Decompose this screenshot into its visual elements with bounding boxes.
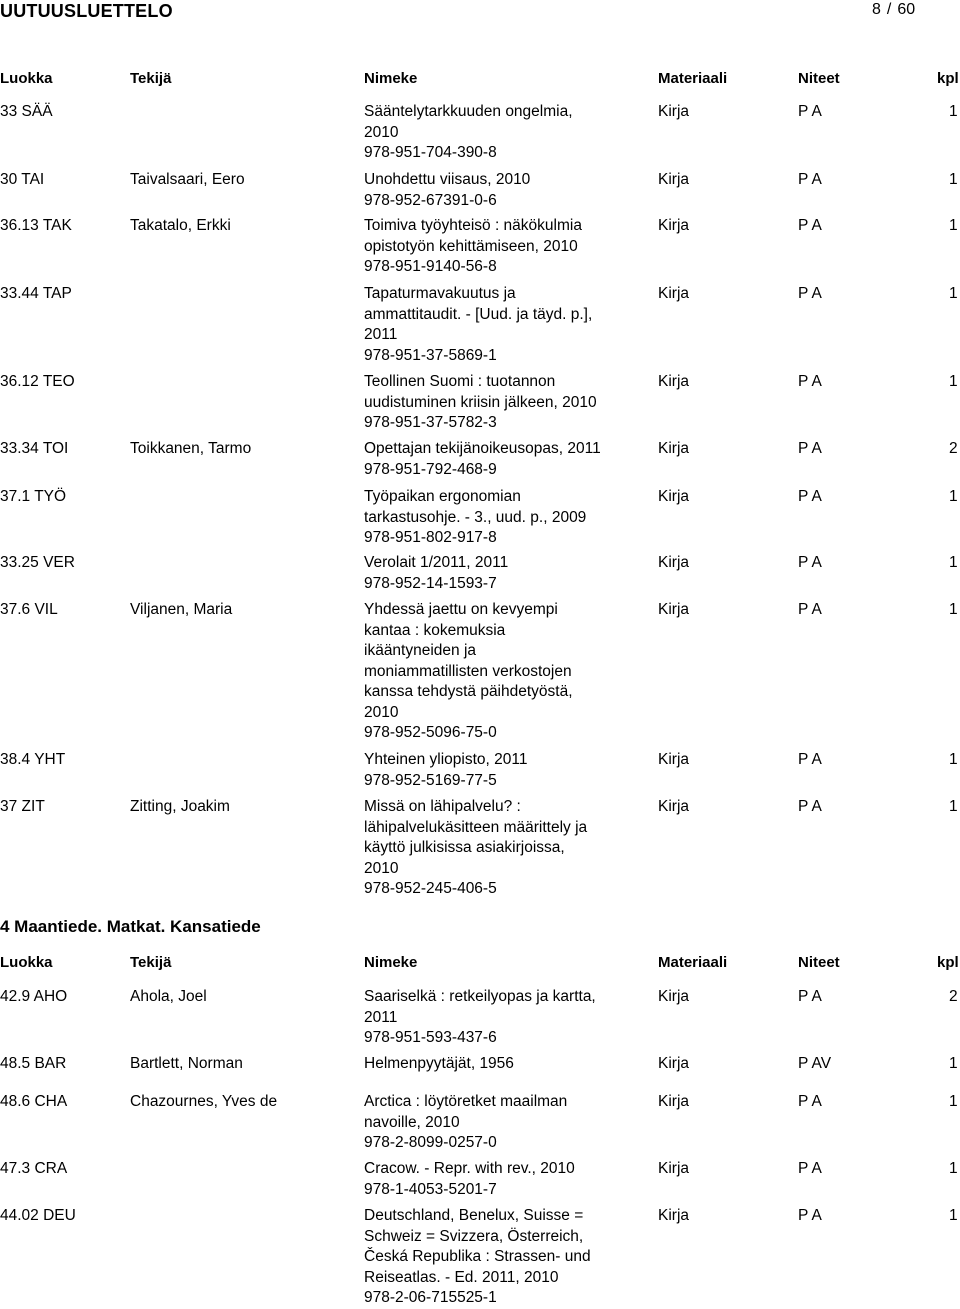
header-tekija: Tekijä bbox=[130, 954, 172, 971]
cell-materiaali: Kirja bbox=[658, 171, 690, 188]
nimeke-line: 978-2-8099-0257-0 bbox=[364, 1134, 497, 1151]
nimeke-line: 2010 bbox=[364, 703, 399, 721]
nimeke-line: 978-951-37-5782-3 bbox=[364, 414, 497, 431]
cell-tekija: Ahola, Joel bbox=[130, 988, 207, 1005]
nimeke-line: Tapaturmavakuutus ja bbox=[364, 285, 516, 302]
cell-kpl: 1 bbox=[949, 217, 958, 234]
nimeke-line: Opettajan tekijänoikeusopas, 2011 bbox=[364, 440, 601, 457]
nimeke-line: tarkastusohje. - 3., uud. p., 2009 bbox=[364, 508, 587, 526]
column-header-row bbox=[0, 70, 960, 90]
nimeke-line: Työpaikan ergonomian bbox=[364, 488, 521, 505]
nimeke-line: 2010 bbox=[364, 123, 399, 141]
cell-kpl: 1 bbox=[949, 1160, 958, 1177]
nimeke-line: 978-952-245-406-5 bbox=[364, 880, 497, 897]
cell-niteet: P A bbox=[798, 554, 822, 571]
cell-niteet: P A bbox=[798, 285, 822, 302]
header-nimeke: Nimeke bbox=[364, 70, 418, 87]
cell-kpl: 1 bbox=[949, 488, 958, 505]
cell-materiaali: Kirja bbox=[658, 285, 690, 302]
nimeke-line: 978-1-4053-5201-7 bbox=[364, 1180, 497, 1198]
nimeke-line: Schweiz = Svizzera, Österreich, bbox=[364, 1227, 584, 1245]
header-materiaali: Materiaali bbox=[658, 70, 728, 87]
cell-nimeke bbox=[364, 170, 649, 211]
nimeke-line: moniammatillisten verkostojen bbox=[364, 662, 572, 680]
cell-niteet: P A bbox=[798, 373, 822, 390]
header-niteet: Niteet bbox=[798, 70, 840, 87]
cell-nimeke bbox=[364, 1092, 649, 1154]
cell-materiaali: Kirja bbox=[658, 1207, 690, 1224]
cell-kpl: 1 bbox=[949, 103, 958, 120]
nimeke-line: Helmenpyytäjät, 1956 bbox=[364, 1055, 514, 1072]
cell-niteet: P A bbox=[798, 751, 822, 768]
nimeke-line: 978-952-67391-0-6 bbox=[364, 191, 497, 209]
cell-niteet: P A bbox=[798, 988, 822, 1005]
cell-niteet: P A bbox=[798, 440, 822, 457]
nimeke-line: 2011 bbox=[364, 326, 398, 343]
nimeke-line: Arctica : löytöretket maailman bbox=[364, 1093, 568, 1110]
cell-niteet: P A bbox=[798, 1207, 822, 1224]
cell-kpl: 1 bbox=[949, 751, 958, 768]
nimeke-line: Deutschland, Benelux, Suisse = bbox=[364, 1207, 584, 1224]
cell-tekija: Chazournes, Yves de bbox=[130, 1093, 278, 1110]
cell-luokka: 48.6 CHA bbox=[0, 1093, 68, 1110]
nimeke-line: kantaa : kokemuksia bbox=[364, 621, 506, 639]
cell-materiaali: Kirja bbox=[658, 373, 690, 390]
cell-tekija: Zitting, Joakim bbox=[130, 798, 230, 815]
nimeke-line: uudistuminen kriisin jälkeen, 2010 bbox=[364, 393, 597, 411]
cell-materiaali: Kirja bbox=[658, 488, 690, 505]
cell-luokka: 36.12 TEO bbox=[0, 373, 75, 390]
cell-nimeke bbox=[364, 750, 649, 791]
cell-luokka: 37 ZIT bbox=[0, 798, 45, 815]
nimeke-line: käyttö julkisissa asiakirjoissa, bbox=[364, 839, 565, 856]
cell-nimeke bbox=[364, 553, 649, 594]
nimeke-line: kanssa tehdystä päihdetyöstä, bbox=[364, 683, 573, 700]
cell-luokka: 44.02 DEU bbox=[0, 1207, 76, 1224]
cell-nimeke bbox=[364, 487, 649, 549]
cell-luokka: 33.44 TAP bbox=[0, 285, 72, 302]
cell-nimeke bbox=[364, 1054, 649, 1075]
cell-luokka: 33.34 TOI bbox=[0, 440, 69, 457]
nimeke-line: Toimiva työyhteisö : näkökulmia bbox=[364, 217, 582, 234]
nimeke-line: Saariselkä : retkeilyopas ja kartta, bbox=[364, 988, 596, 1005]
cell-kpl: 1 bbox=[949, 1055, 958, 1072]
section-title: 4 Maantiede. Matkat. Kansatiede bbox=[0, 917, 261, 936]
nimeke-line: 978-952-5169-77-5 bbox=[364, 771, 497, 789]
cell-materiaali: Kirja bbox=[658, 751, 690, 768]
nimeke-line: Yhteinen yliopisto, 2011 bbox=[364, 751, 528, 768]
cell-materiaali: Kirja bbox=[658, 103, 690, 120]
cell-niteet: P A bbox=[798, 171, 822, 188]
nimeke-line: navoille, 2010 bbox=[364, 1113, 460, 1131]
cell-luokka: 30 TAI bbox=[0, 171, 45, 188]
cell-materiaali: Kirja bbox=[658, 554, 690, 571]
page-title: UUTUUSLUETTELO bbox=[0, 1, 173, 21]
nimeke-line: 978-951-802-917-8 bbox=[364, 529, 497, 546]
nimeke-line: 2011 bbox=[364, 1008, 398, 1026]
nimeke-line: Missä on lähipalvelu? : bbox=[364, 798, 521, 815]
header-luokka: Luokka bbox=[0, 954, 53, 971]
total-pages: 60 bbox=[897, 1, 916, 18]
cell-materiaali: Kirja bbox=[658, 217, 690, 234]
header-kpl: kpl bbox=[937, 954, 959, 971]
cell-nimeke bbox=[364, 439, 649, 480]
cell-nimeke bbox=[364, 102, 649, 164]
header-kpl: kpl bbox=[937, 70, 959, 87]
cell-tekija: Toikkanen, Tarmo bbox=[130, 440, 252, 457]
cell-luokka: 47.3 CRA bbox=[0, 1160, 68, 1177]
page-separator: / bbox=[886, 1, 892, 18]
column-header-row-2 bbox=[0, 954, 960, 974]
cell-materiaali: Kirja bbox=[658, 1093, 690, 1110]
cell-nimeke bbox=[364, 1206, 649, 1309]
cell-kpl: 1 bbox=[949, 1093, 958, 1110]
nimeke-line: 978-951-37-5869-1 bbox=[364, 346, 497, 364]
cell-kpl: 1 bbox=[949, 1207, 958, 1224]
cell-luokka: 33 SÄÄ bbox=[0, 103, 53, 120]
cell-nimeke bbox=[364, 987, 649, 1049]
current-page: 8 bbox=[872, 1, 881, 18]
cell-luokka: 48.5 BAR bbox=[0, 1055, 67, 1072]
nimeke-line: Česká Republika : Strassen- und bbox=[364, 1248, 591, 1265]
cell-niteet: P A bbox=[798, 1093, 822, 1110]
cell-nimeke bbox=[364, 216, 649, 278]
cell-materiaali: Kirja bbox=[658, 601, 690, 618]
nimeke-line: Sääntelytarkkuuden ongelmia, bbox=[364, 103, 573, 120]
cell-nimeke bbox=[364, 600, 649, 744]
cell-niteet: P A bbox=[798, 103, 822, 120]
cell-nimeke bbox=[364, 284, 649, 366]
cell-materiaali: Kirja bbox=[658, 1055, 690, 1072]
header-tekija: Tekijä bbox=[130, 70, 172, 87]
cell-materiaali: Kirja bbox=[658, 988, 690, 1005]
cell-kpl: 2 bbox=[949, 440, 958, 457]
cell-luokka: 37.1 TYÖ bbox=[0, 488, 67, 505]
cell-luokka: 42.9 AHO bbox=[0, 988, 68, 1005]
header-nimeke: Nimeke bbox=[364, 954, 418, 971]
nimeke-line: Cracow. - Repr. with rev., 2010 bbox=[364, 1160, 575, 1177]
nimeke-line: ikääntyneiden ja bbox=[364, 642, 477, 659]
cell-tekija: Taivalsaari, Eero bbox=[130, 171, 245, 188]
header-niteet: Niteet bbox=[798, 954, 840, 971]
cell-kpl: 1 bbox=[949, 554, 958, 571]
header-luokka: Luokka bbox=[0, 70, 53, 87]
cell-tekija: Bartlett, Norman bbox=[130, 1055, 243, 1072]
nimeke-line: ammattitaudit. - [Uud. ja täyd. p.], bbox=[364, 305, 593, 323]
nimeke-line: 978-952-14-1593-7 bbox=[364, 574, 497, 592]
cell-kpl: 1 bbox=[949, 171, 958, 188]
nimeke-line: 978-2-06-715525-1 bbox=[364, 1289, 497, 1306]
header-materiaali: Materiaali bbox=[658, 954, 728, 971]
page-number bbox=[872, 1, 915, 19]
cell-nimeke bbox=[364, 372, 649, 434]
nimeke-line: Unohdettu viisaus, 2010 bbox=[364, 171, 531, 188]
cell-tekija: Viljanen, Maria bbox=[130, 601, 233, 618]
nimeke-line: 978-951-9140-56-8 bbox=[364, 258, 497, 275]
nimeke-line: opistotyön kehittämiseen, 2010 bbox=[364, 237, 578, 255]
cell-luokka: 33.25 VER bbox=[0, 554, 75, 571]
cell-luokka: 38.4 YHT bbox=[0, 751, 66, 768]
nimeke-line: 2010 bbox=[364, 859, 399, 877]
cell-luokka: 37.6 VIL bbox=[0, 601, 58, 618]
cell-niteet: P A bbox=[798, 1160, 822, 1177]
nimeke-line: Yhdessä jaettu on kevyempi bbox=[364, 601, 558, 618]
cell-niteet: P A bbox=[798, 798, 822, 815]
cell-niteet: P AV bbox=[798, 1055, 832, 1072]
cell-kpl: 2 bbox=[949, 988, 958, 1005]
cell-materiaali: Kirja bbox=[658, 440, 690, 457]
cell-materiaali: Kirja bbox=[658, 798, 690, 815]
nimeke-line: 978-951-792-468-9 bbox=[364, 460, 497, 478]
nimeke-line: 978-952-5096-75-0 bbox=[364, 724, 497, 741]
cell-tekija: Takatalo, Erkki bbox=[130, 217, 231, 234]
cell-niteet: P A bbox=[798, 488, 822, 505]
cell-kpl: 1 bbox=[949, 601, 958, 618]
cell-nimeke bbox=[364, 1159, 649, 1200]
cell-niteet: P A bbox=[798, 601, 822, 618]
nimeke-line: Teollinen Suomi : tuotannon bbox=[364, 373, 556, 390]
cell-kpl: 1 bbox=[949, 373, 958, 390]
cell-nimeke bbox=[364, 797, 649, 900]
cell-kpl: 1 bbox=[949, 798, 958, 815]
nimeke-line: lähipalvelukäsitteen määrittely ja bbox=[364, 818, 588, 836]
nimeke-line: 978-951-593-437-6 bbox=[364, 1029, 497, 1046]
nimeke-line: 978-951-704-390-8 bbox=[364, 144, 497, 161]
cell-luokka: 36.13 TAK bbox=[0, 217, 72, 234]
cell-materiaali: Kirja bbox=[658, 1160, 690, 1177]
nimeke-line: Reiseatlas. - Ed. 2011, 2010 bbox=[364, 1268, 559, 1286]
nimeke-line: Verolait 1/2011, 2011 bbox=[364, 554, 509, 571]
cell-niteet: P A bbox=[798, 217, 822, 234]
cell-kpl: 1 bbox=[949, 285, 958, 302]
